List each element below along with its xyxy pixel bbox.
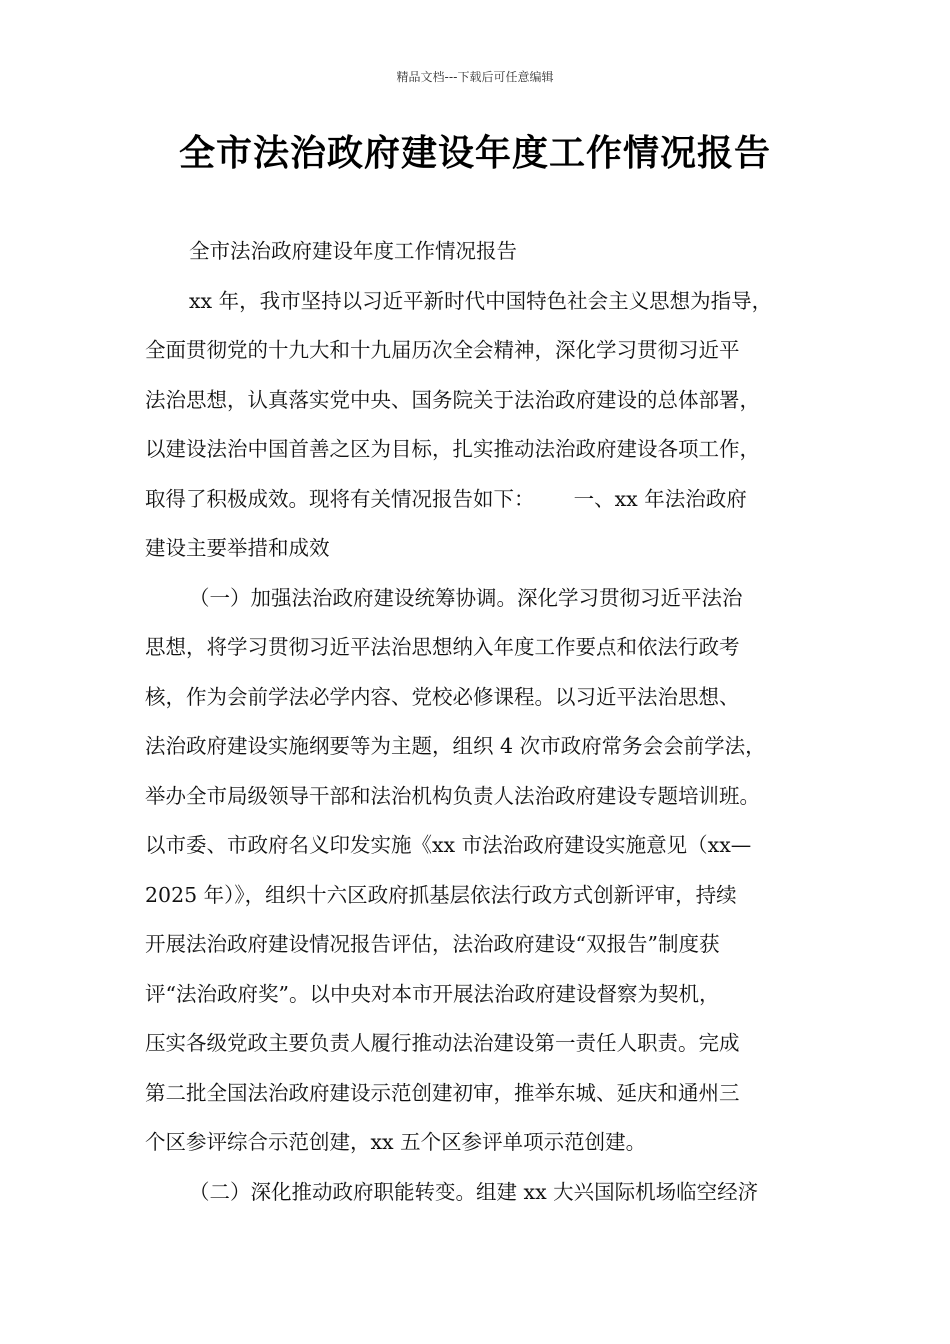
body-line: 法治政府建设实施纲要等为主题，组织 4 次市政府常务会会前学法， <box>145 734 766 758</box>
body-line: 举办全市局级领导干部和法治机构负责人法治政府建设专题培训班。 <box>145 783 760 808</box>
body-line: 全面贯彻党的十九大和十九届历次全会精神，深化学习贯彻习近平 <box>145 338 740 362</box>
body-line: 压实各级党政主要负责人履行推动法治建设第一责任人职责。完成 <box>145 1031 740 1055</box>
body-line: xx 年，我市坚持以习近平新时代中国特色社会主义思想为指导， <box>189 288 773 313</box>
body-line: （一）加强法治政府建设统筹协调。深化学习贯彻习近平法治 <box>189 585 743 610</box>
header-note: 精品文档---下载后可任意编辑 <box>396 70 554 84</box>
document-title: 全市法治政府建设年度工作情况报告 <box>178 133 771 174</box>
body-line: 取得了积极成效。现将有关情况报告如下： 一、xx 年法治政府 <box>145 486 747 511</box>
body-line: 思想，将学习贯彻习近平法治思想纳入年度工作要点和依法行政考 <box>145 635 740 659</box>
body-line: 核，作为会前学法必学内容、党校必修课程。以习近平法治思想、 <box>145 684 740 709</box>
body-line: （二）深化推动政府职能转变。组建 xx 大兴国际机场临空经济 <box>189 1179 759 1204</box>
body-line: 建设主要举措和成效 <box>145 536 330 560</box>
body-line: 第二批全国法治政府建设示范创建初审，推举东城、延庆和通州三 <box>145 1080 740 1105</box>
body-line: 评“法治政府奖”。以中央对本市开展法治政府建设督察为契机， <box>145 981 720 1006</box>
document-body <box>145 227 815 1217</box>
body-line: 以建设法治中国首善之区为目标，扎实推动法治政府建设各项工作， <box>145 437 760 461</box>
body-line: 以市委、市政府名义印发实施《xx 市法治政府建设实施意见（xx— <box>145 833 752 857</box>
body-line: 开展法治政府建设情况报告评估，法治政府建设“双报告”制度获 <box>145 932 720 956</box>
body-line: 2025 年）》，组织十六区政府抓基层依法行政方式创新评审，持续 <box>145 882 737 907</box>
body-line: 全市法治政府建设年度工作情况报告 <box>189 239 517 263</box>
body-line: 个区参评综合示范创建，xx 五个区参评单项示范创建。 <box>145 1130 647 1154</box>
body-line: 法治思想，认真落实党中央、国务院关于法治政府建设的总体部署， <box>145 387 760 412</box>
